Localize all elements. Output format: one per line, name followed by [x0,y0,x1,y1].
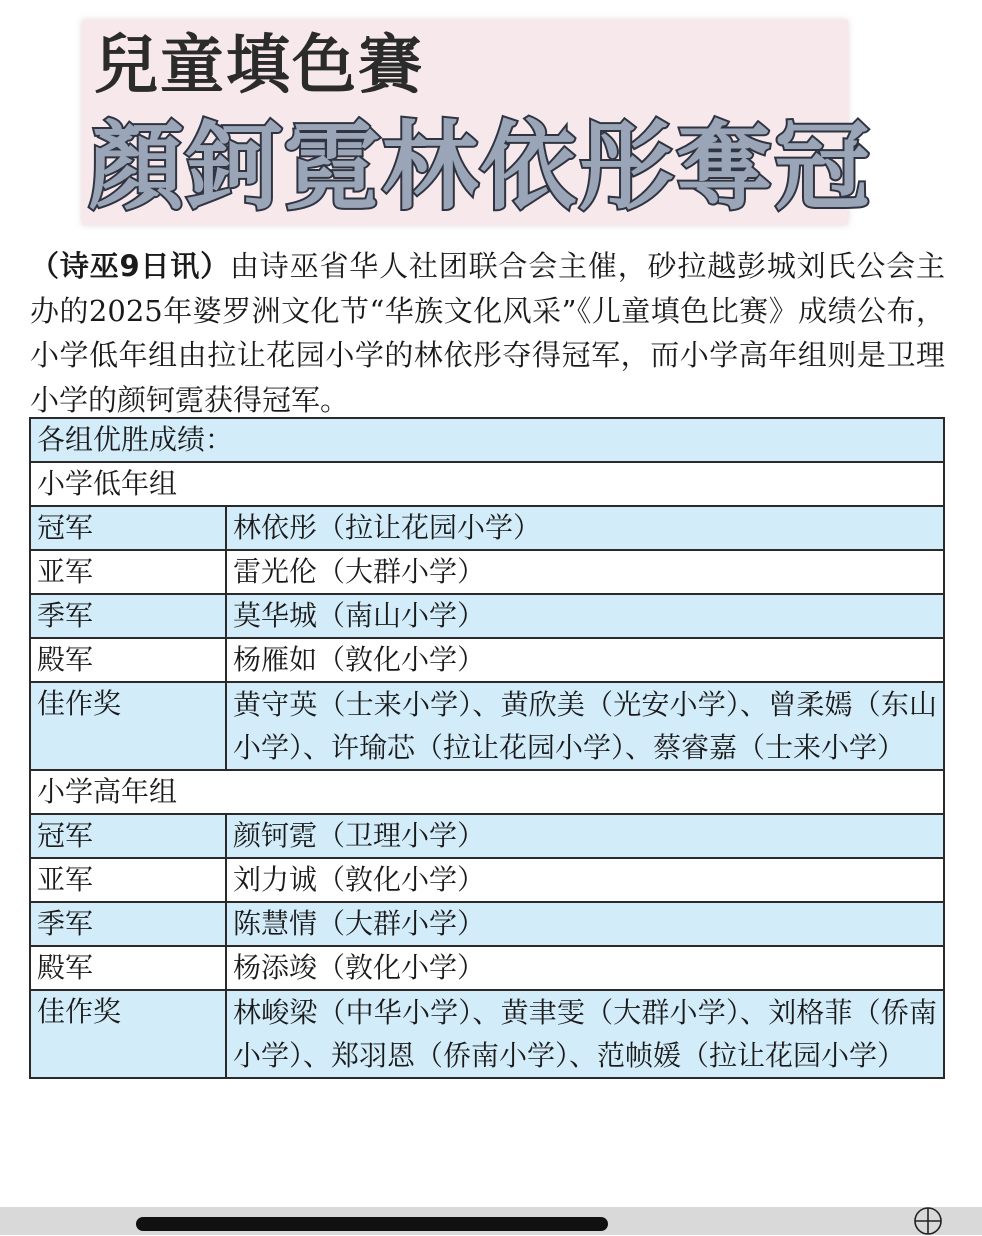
award-label: 佳作奖 [30,682,226,770]
group-header-junior: 小学低年组 [30,462,944,506]
award-label: 佳作奖 [30,990,226,1078]
table-row [30,946,944,990]
award-winner: 雷光伦（大群小学） [226,550,944,594]
award-label: 亚军 [30,550,226,594]
table-row [30,902,944,946]
scrollbar-thumb[interactable] [136,1217,608,1231]
award-winner: 陈慧情（大群小学） [226,902,944,946]
table-row [30,506,944,550]
table-row [30,682,944,770]
table-row [30,638,944,682]
award-label: 冠军 [30,506,226,550]
article-body-text: 由诗巫省华人社团联合会主催，砂拉越彭城刘氏公会主办的2025年婆罗洲文化节“华族文化风采”《儿童填色比赛》成绩公布，小学低年组由拉让花园小学的林依彤夺得冠军，而小学高年组则是卫理小学的颜钶霓获得冠军。 [30,249,945,417]
table-row [30,858,944,902]
group-header-row [30,770,944,814]
award-winner: 杨添竣（敦化小学） [226,946,944,990]
award-winner-list: 林峻梁（中华小学）、黄聿雯（大群小学）、刘格菲（侨南小学）、郑羽恩（侨南小学）、范帧媛（拉让花园小学） [226,990,944,1078]
article-kicker: 兒童填色賽 [94,29,424,103]
results-title-row [30,418,944,462]
table-row [30,550,944,594]
award-winner: 刘力诚（敦化小学） [226,858,944,902]
results-table [29,417,945,1079]
group-header-row [30,462,944,506]
article-dateline: （诗巫9日讯） [30,249,230,283]
award-label: 冠军 [30,814,226,858]
award-label: 殿军 [30,946,226,990]
award-label: 亚军 [30,858,226,902]
award-label: 季军 [30,902,226,946]
table-row [30,594,944,638]
award-winner: 莫华城（南山小学） [226,594,944,638]
article-headline: 顏鈳霓林依彤奪冠 [88,111,872,223]
results-title: 各组优胜成绩： [30,418,944,462]
crosshair-circle-icon[interactable] [913,1206,943,1236]
award-winner: 杨雁如（敦化小学） [226,638,944,682]
award-label: 殿军 [30,638,226,682]
table-row [30,990,944,1078]
award-label: 季军 [30,594,226,638]
group-header-senior: 小学高年组 [30,770,944,814]
table-row [30,814,944,858]
award-winner: 颜钶霓（卫理小学） [226,814,944,858]
award-winner: 林依彤（拉让花园小学） [226,506,944,550]
award-winner-list: 黄守英（士来小学）、黄欣美（光安小学）、曾柔嫣（东山小学）、许瑜芯（拉让花园小学）、蔡睿嘉（士来小学） [226,682,944,770]
article-body [30,244,945,422]
